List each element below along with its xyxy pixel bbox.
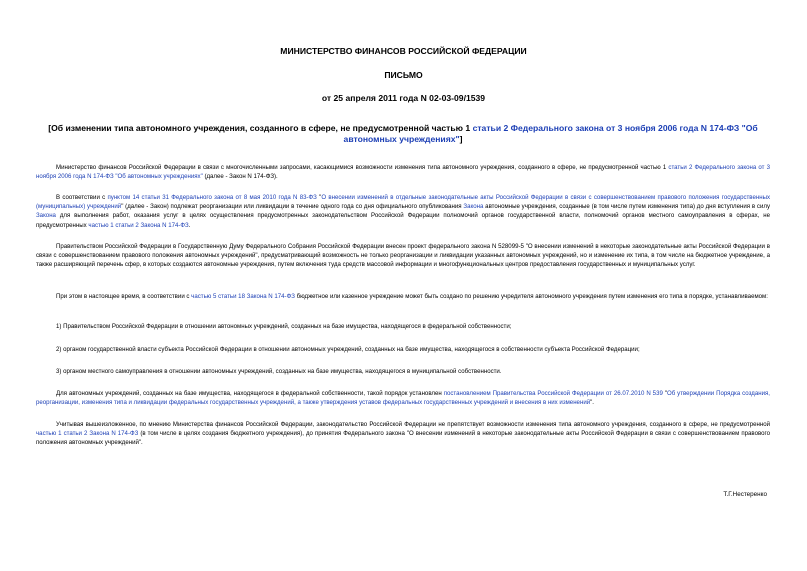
p2-text-4: автономные учреждения, созданные (в том числе путем изменения типа) до дня вступления в силу: [483, 203, 770, 211]
p2-text-2: ": [316, 194, 322, 201]
p9-text-1: Учитывая вышеизложенное, по мнению Министерства финансов Российской Федерации, законодательство Российской Федерации не препятствует возможности изменения типа автономного учреждения, созданного в сфере, не предусмотренной: [56, 421, 770, 428]
paragraph-9: [36, 420, 770, 448]
document-date-number: от 25 апреля 2011 года N 02-03-09/1539: [321, 93, 486, 103]
paragraph-4: [36, 292, 770, 301]
p2-link-2[interactable]: О внесении изменений в отдельные законодательные акты Российской Федерации в связи с совершенствованием правового положения государственных (муниципальных) учреждений: [36, 194, 771, 211]
p4-text-2: бюджетное или казенное учреждение может быть создано по решению учредителя автономного учреждения путем изменения его типа в порядке, устанавливаемом:: [294, 293, 768, 300]
paragraph-1: [36, 163, 770, 181]
p2-text-6: .: [188, 221, 191, 229]
p2-link-1[interactable]: пунктом 14 статьи 31 Федерального закона от 8 мая 2010 года N 83-ФЗ: [107, 194, 317, 201]
p1-text-end: (далее - Закон N 174-ФЗ).: [202, 173, 278, 181]
p2-text-3: " (далее - Закон) подлежат реорганизации или ликвидации в течение одного года со дня официального опубликования: [121, 203, 464, 211]
p1-law-link[interactable]: статьи 2 Федерального закона от 3 ноября 2006 года N 174-ФЗ "Об автономных учреждениях": [36, 164, 771, 181]
p2-link-4[interactable]: Закона: [36, 212, 56, 220]
p3-text: Правительством Российской Федерации в Государственную Думу Федерального Собрания Российской Федерации внесен проект федерального закона N 528099-5 "О внесении изменений в некоторые законодательные акты Российской Федерации в связи с совершенствованием правового положения автономных учреждений", предусматривающий возможность не только реорганизации и ликвидации указанных автономных учреждений, но и изменение их типа, в том числе на бюджетное учреждение, а также расширяющий перечень сфер, в которых создаются автономные учреждения, путем включения туда средств массовой информации и многофункциональных центров предоставления государственных и муниципальных услуг.: [36, 243, 770, 269]
p8-text-3: ".: [590, 399, 594, 407]
p8-link-2[interactable]: Об утверждении Порядка создания, реорганизации, изменения типа и ликвидации федеральных государственных учреждений, а также утверждения уставов федеральных государственных учреждений и внесения в них изменений: [36, 390, 770, 407]
p9-law-link[interactable]: частью 1 статьи 2 Закона N 174-ФЗ: [36, 430, 139, 438]
p8-link-1[interactable]: постановлением Правительства Российской Федерации от 26.07.2010 N 539: [443, 390, 663, 397]
p5-text: 1) Правительством Российской Федерации в отношении автономных учреждений, созданных на базе имущества, находящегося в федеральной собственности;: [56, 323, 512, 330]
subject-law-link[interactable]: статьи 2 Федерального закона от 3 ноября 2006 года N 174-ФЗ "Об автономных учреждениях": [343, 123, 758, 144]
ministry-heading: МИНИСТЕРСТВО ФИНАНСОВ РОССИЙСКОЙ ФЕДЕРАЦИИ: [280, 46, 527, 56]
p2-text-5: для выполнения работ, оказания услуг в целях осуществления предусмотренных законодательством Российской Федерации полномочий органов государственной власти, полномочий органов местного самоуправления в сферах, не предусмотренных: [36, 212, 770, 229]
document-type: ПИСЬМО: [384, 70, 423, 80]
subject-text: [Об изменении типа автономного учреждения, созданного в сфере, не предусмотренной частью 1: [48, 123, 473, 133]
paragraph-2: [36, 193, 770, 230]
p1-text: Министерство финансов Российской Федерации в связи с многочисленными запросами, касающимися возможности изменения типа автономного учреждения, созданного в сфере, не предусмотренной частью 1: [56, 164, 669, 171]
p2-text-1: В соответствии с: [56, 194, 108, 201]
p2-link-3[interactable]: Закона: [463, 203, 484, 211]
subject-text-end: ]: [459, 134, 463, 144]
paragraph-7: [36, 367, 770, 376]
p6-text: 2) органом государственной власти субъекта Российской Федерации в отношении автономных учреждений, созданных на базе имущества, находящегося в собственности субъекта Российской Федерации;: [56, 346, 640, 353]
p8-text-2: ": [662, 390, 667, 397]
paragraph-6: [36, 345, 770, 354]
p4-text-1: При этом в настоящее время, в соответствии с: [56, 293, 192, 300]
signature: Т.Г.Нестеренко: [723, 491, 767, 498]
p7-text: 3) органом местного самоуправления в отношении автономных учреждений, созданных на базе имущества, находящегося в муниципальной собственности.: [56, 368, 502, 375]
p9-text-2: (в том числе в целях создания бюджетного учреждения), до принятия Федерального закона "О внесении изменений в некоторые законодательные акты Российской Федерации в связи с совершенствованием правового положения автономных учреждений".: [36, 430, 770, 447]
paragraph-3: [36, 242, 770, 270]
document-subject: [32, 123, 774, 145]
paragraph-5: [36, 322, 770, 331]
p8-text-1: Для автономных учреждений, созданных на базе имущества, находящегося в федеральной собственности, такой порядок установлен: [56, 390, 444, 397]
p4-law-link[interactable]: частью 5 статьи 18 Закона N 174-ФЗ: [191, 293, 295, 300]
p2-link-5[interactable]: частью 1 статьи 2 Закона N 174-ФЗ: [88, 221, 189, 229]
paragraph-8: [36, 389, 770, 407]
